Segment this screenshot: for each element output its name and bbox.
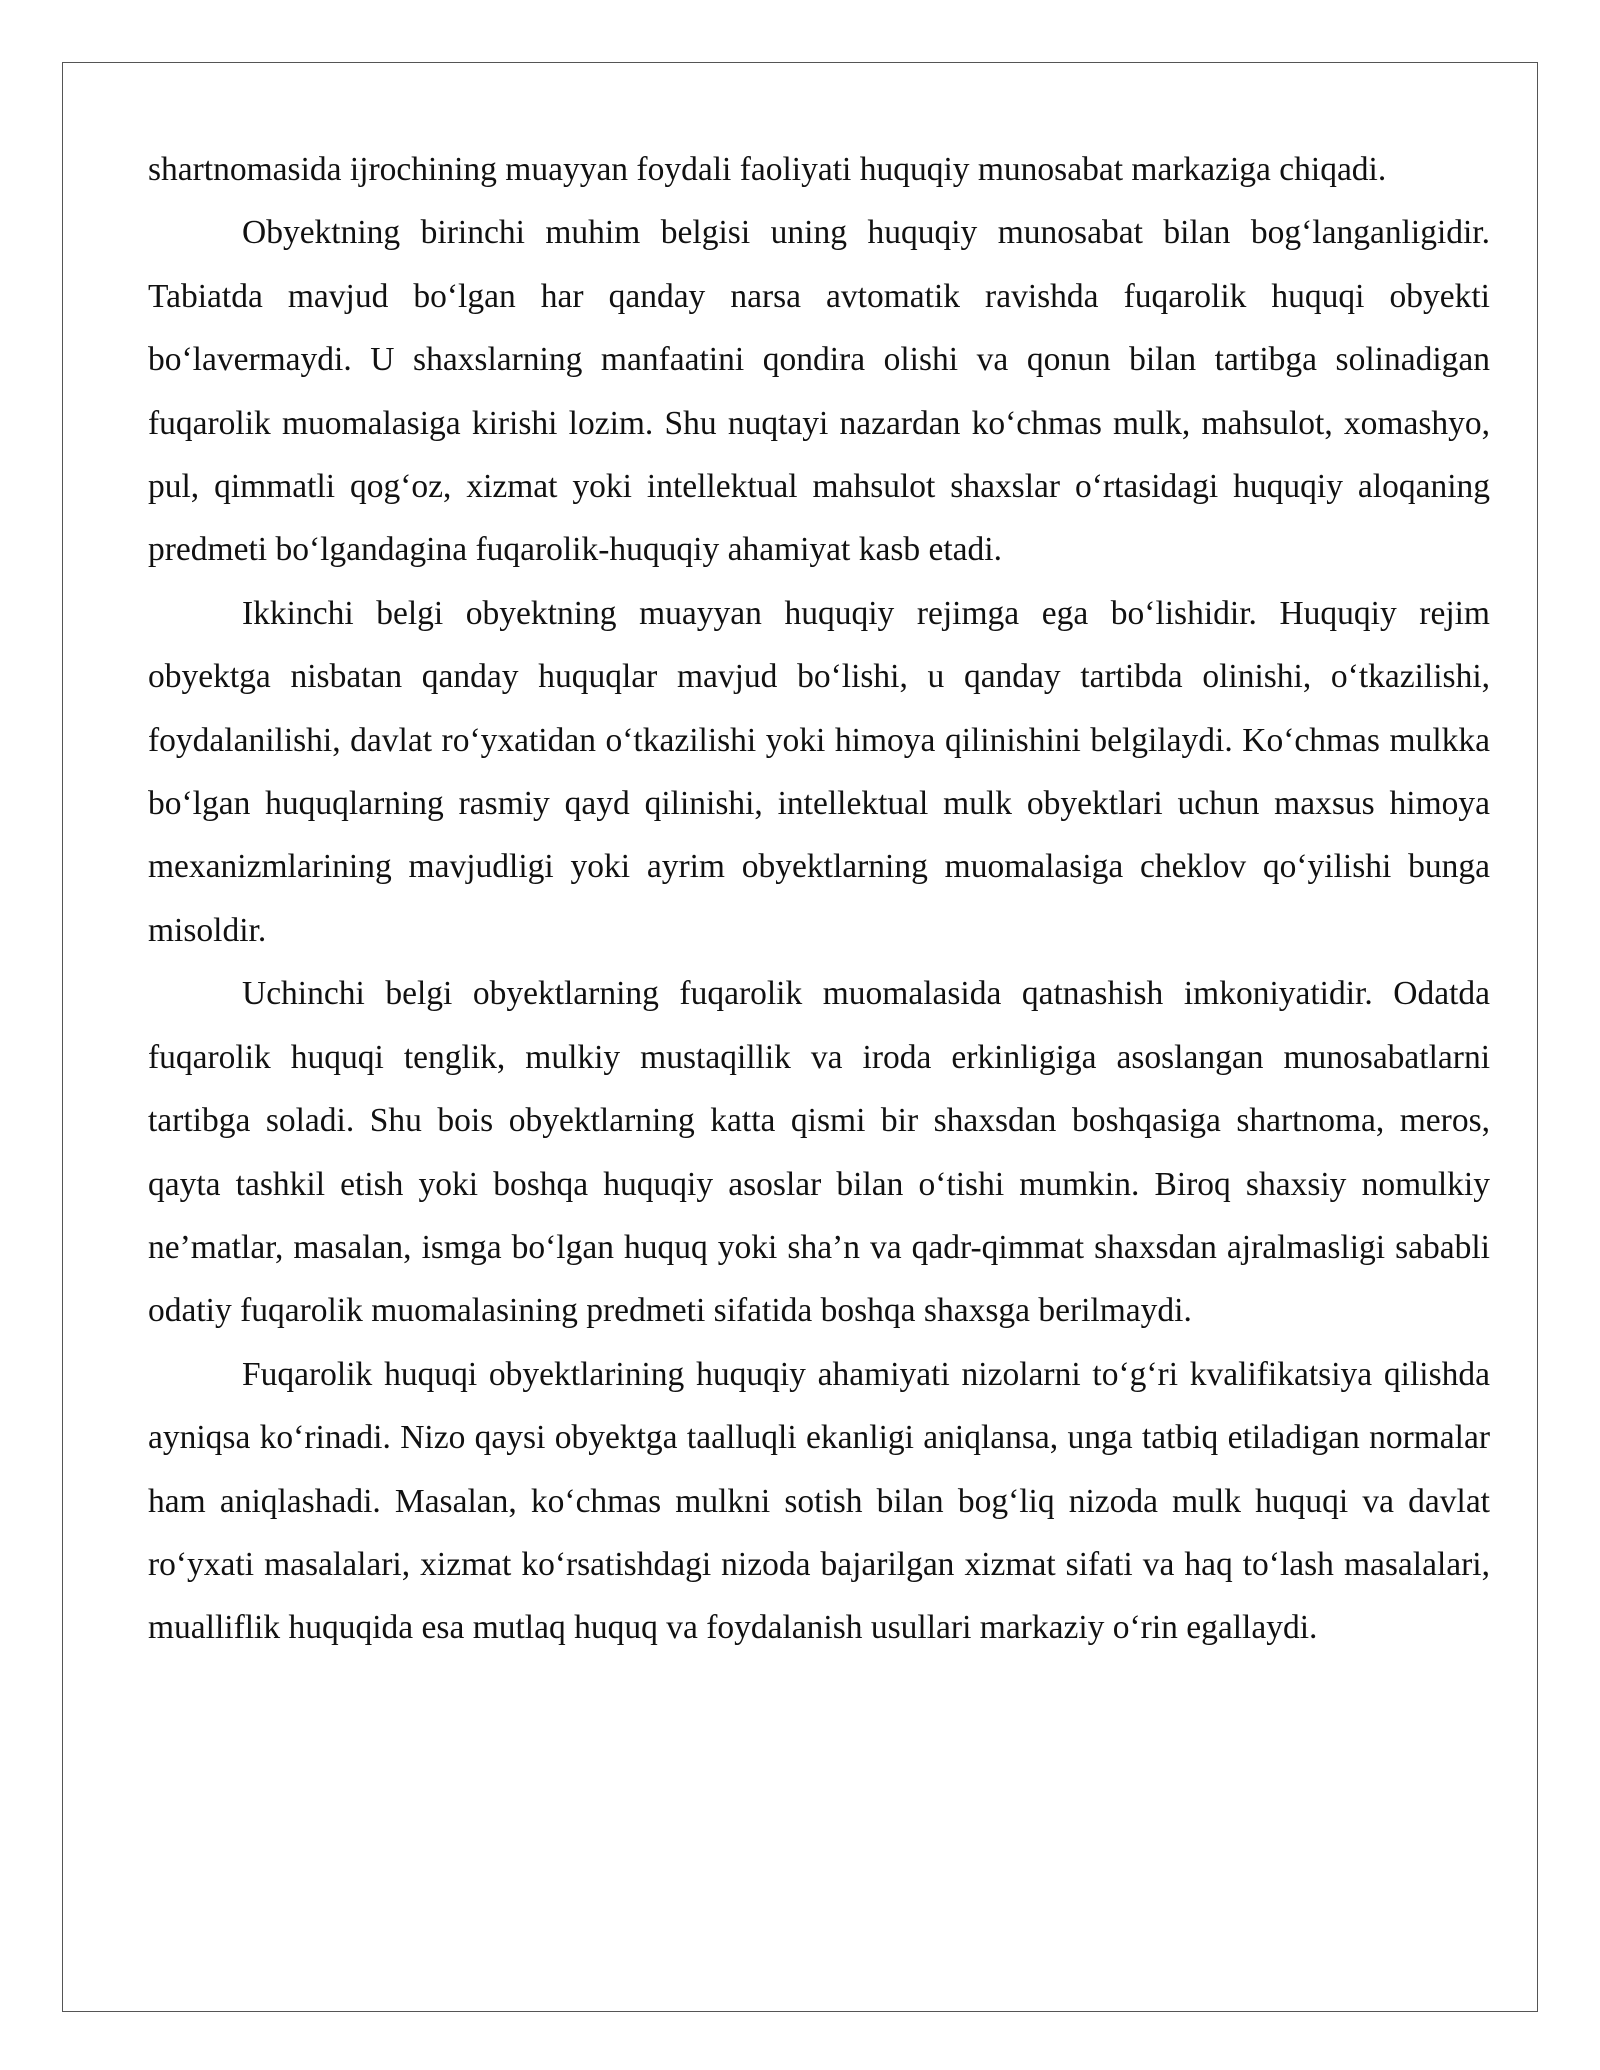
paragraph-first-feature: Obyektning birinchi muhim belgisi uning huquqiy munosabat bilan bog‘langanligidir. Tabiatda mavjud bo‘lgan har qanday narsa avtomatik ravishda fuqarolik huquqi obyekti bo‘lavermaydi. U shaxslarning manfaatini qondira olishi va qonun bilan tartibga solinadigan fuqarolik muomalasiga kirishi lozim. Shu nuqtayi nazardan ko‘chmas mulk, mahsulot, xomashyo, pul, qimmatli qog‘oz, xizmat yoki intellektual mahsulot shaxslar o‘rtasidagi huquqiy aloqaning predmeti bo‘lgandagina fuqarolik-huquqiy ahamiyat kasb etadi. (148, 214, 1490, 569)
paragraph-continuation: shartnomasida ijrochining muayyan foydali faoliyati huquqiy munosabat markaziga chiqadi. (148, 151, 1387, 188)
paragraph-legal-significance: Fuqarolik huquqi obyektlarining huquqiy ahamiyati nizolarni to‘g‘ri kvalifikatsiya qilishda ayniqsa ko‘rinadi. Nizo qaysi obyektga taalluqli ekanligi aniqlansa, unga tatbiq etiladigan normalar ham aniqlashadi. Masalan, ko‘chmas mulkni sotish bilan bog‘liq nizoda mulk huquqi va davlat ro‘yxati masalalari, xizmat ko‘rsatishdagi nizoda bajarilgan xizmat sifati va haq to‘lash masalalari, mualliflik huquqida esa mutlaq huquq va foydalanish usullari markaziy o‘rin egallaydi. (148, 1355, 1490, 1647)
paragraph-second-feature: Ikkinchi belgi obyektning muayyan huquqiy rejimga ega bo‘lishidir. Huquqiy rejim obyektga nisbatan qanday huquqlar mavjud bo‘lishi, u qanday tartibda olinishi, o‘tkazilishi, foydalanilishi, davlat ro‘yxatidan o‘tkazilishi yoki himoya qilinishini belgilaydi. Ko‘chmas mulkka bo‘lgan huquqlarning rasmiy qayd qilinishi, intellektual mulk obyektlari uchun maxsus himoya mexanizmlarining mavjudligi yoki ayrim obyektlarning muomalasiga cheklov qo‘yilishi bunga misoldir. (148, 594, 1490, 949)
document-body (148, 138, 1490, 1660)
paragraph-third-feature: Uchinchi belgi obyektlarning fuqarolik muomalasida qatnashish imkoniyatidir. Odatda fuqarolik huquqi tenglik, mulkiy mustaqillik va iroda erkinligiga asoslangan munosabatlarni tartibga soladi. Shu bois obyektlarning katta qismi bir shaxsdan boshqasiga shartnoma, meros, qayta tashkil etish yoki boshqa huquqiy asoslar bilan o‘tishi mumkin. Biroq shaxsiy nomulkiy ne’matlar, masalan, ismga bo‘lgan huquq yoki sha’n va qadr-qimmat shaxsdan ajralmasligi sababli odatiy fuqarolik muomalasining predmeti sifatida boshqa shaxsga berilmaydi. (148, 975, 1490, 1330)
